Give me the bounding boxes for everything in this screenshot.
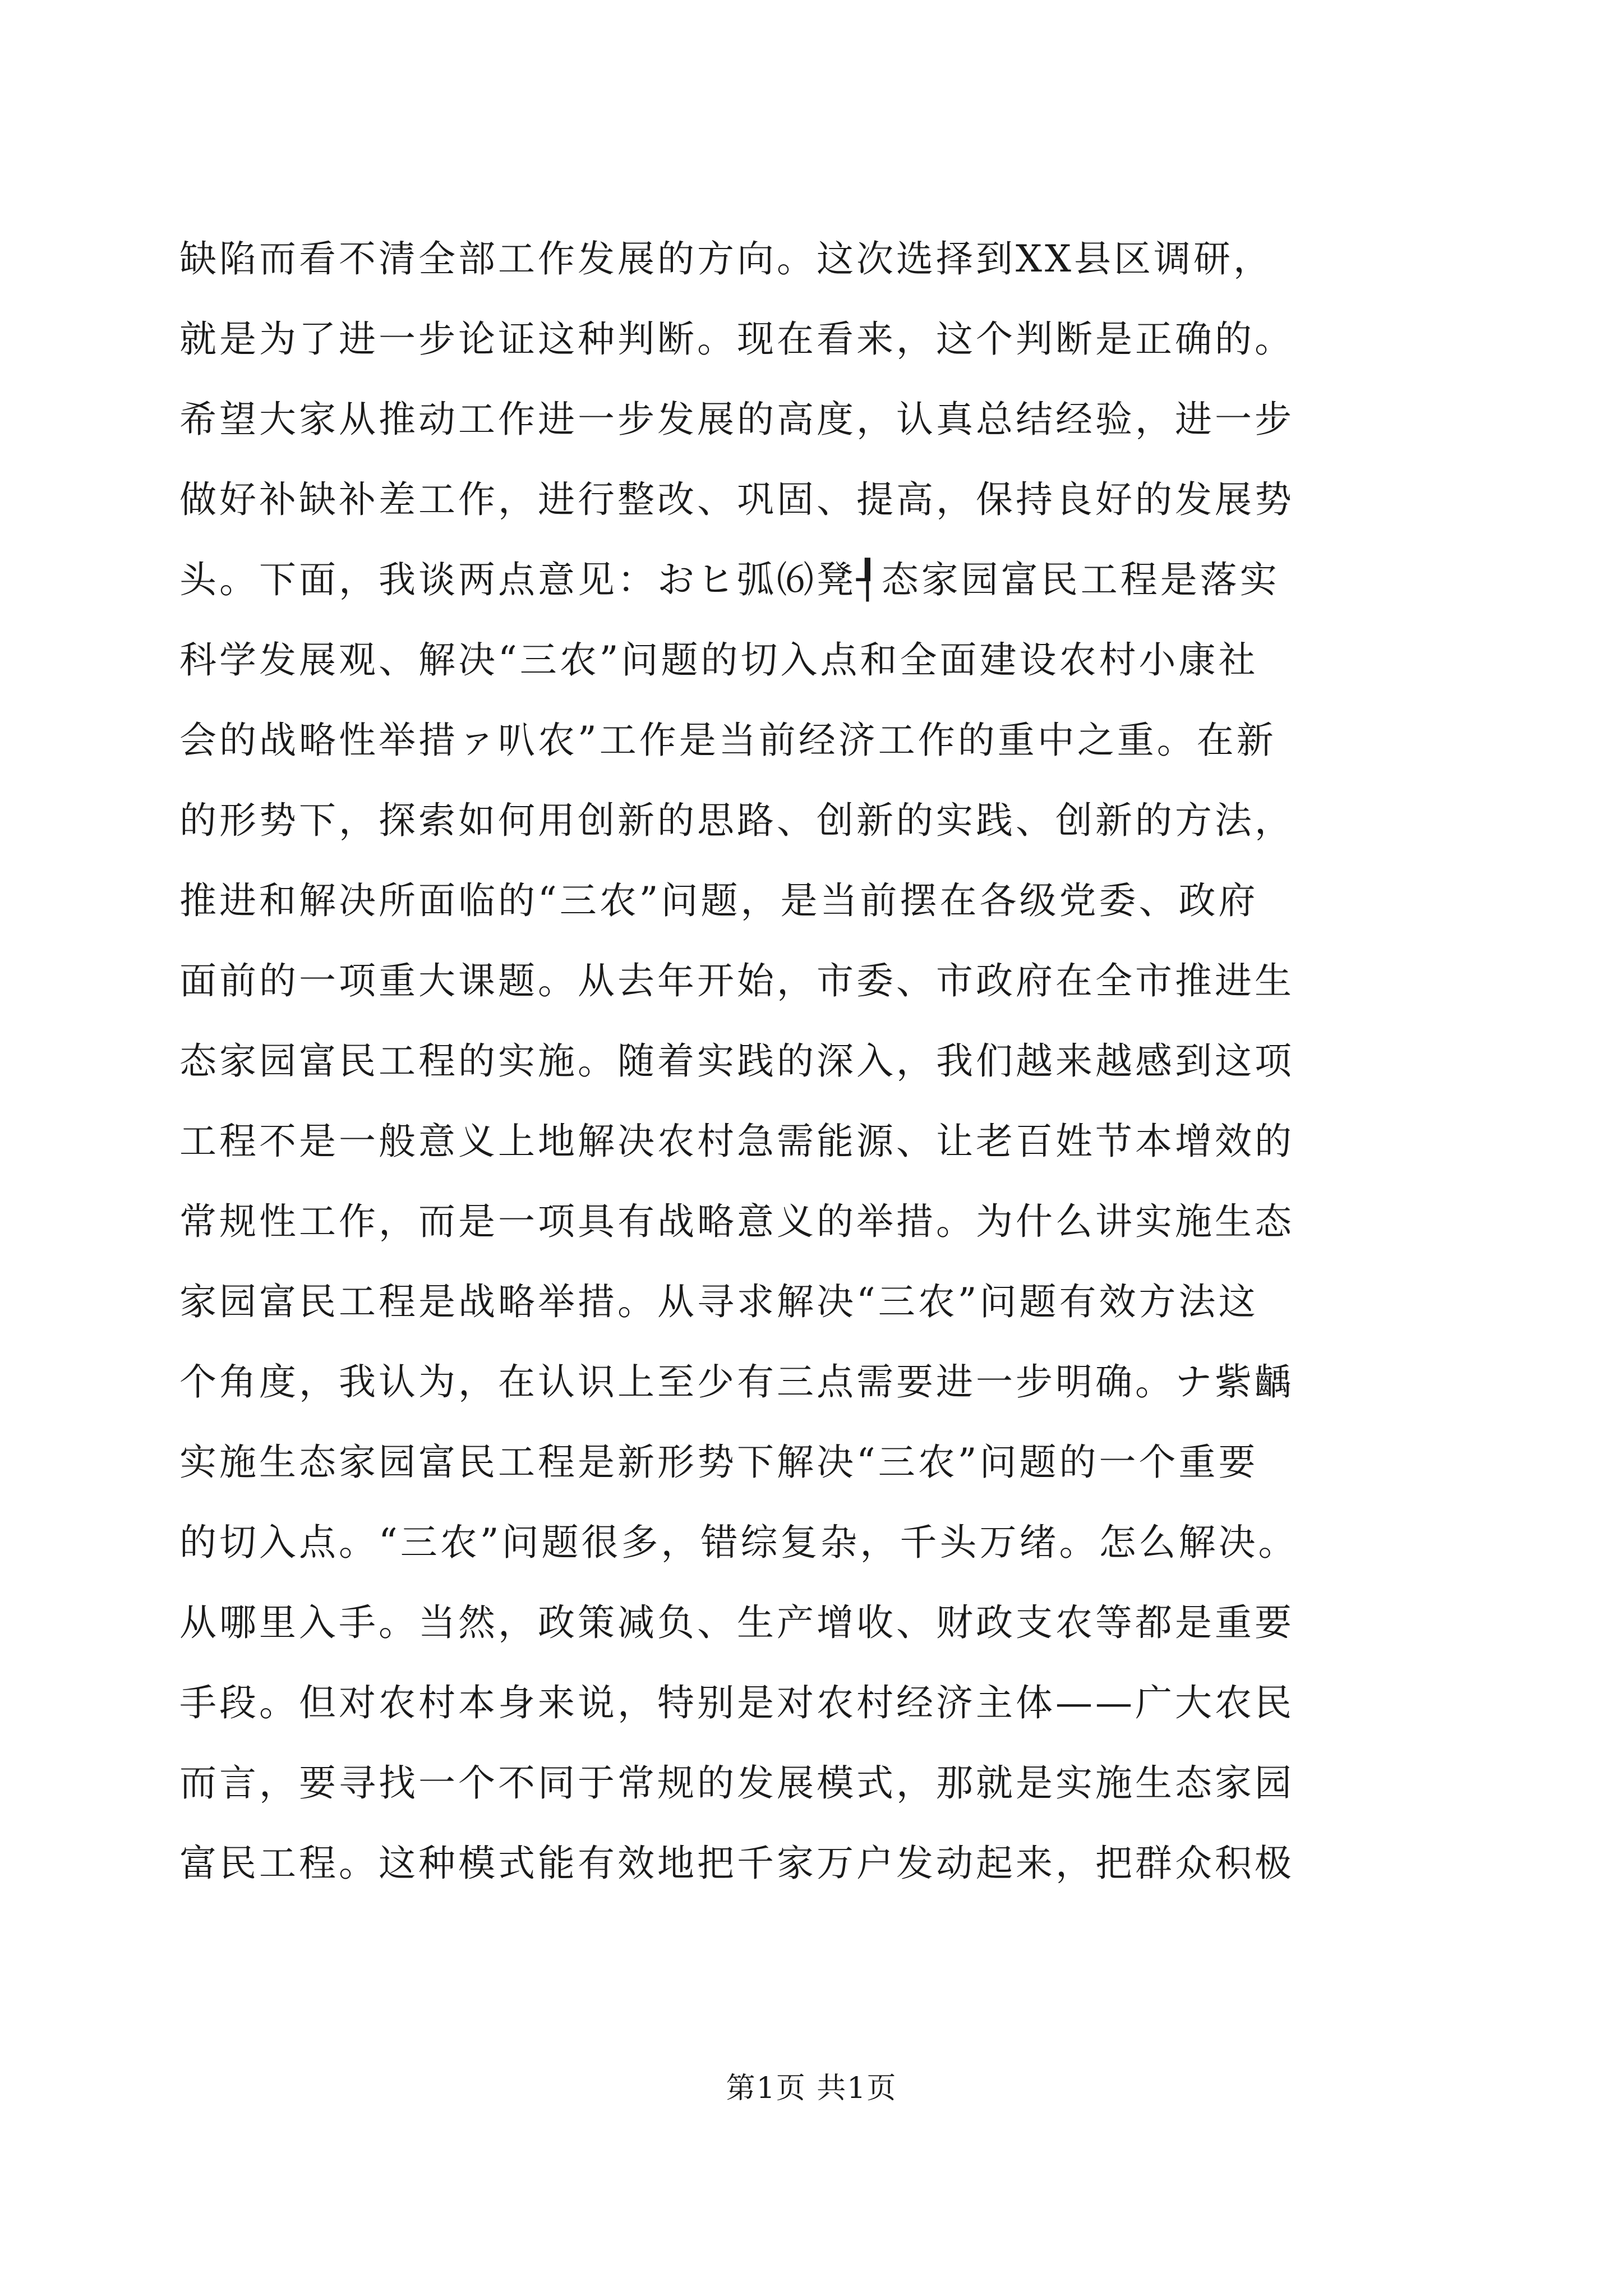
text-line: 面前的一项重大课题。从去年开始，市委、市政府在全市推进生 — [179, 959, 1294, 1002]
text-line: 而言，要寻找一个不同于常规的发展模式，那就是实施生态家园 — [179, 1761, 1294, 1805]
body-text — [179, 219, 1453, 1903]
text-line: 从哪里入手。当然，政策减负、生产增收、财政支农等都是重要 — [179, 1601, 1294, 1644]
page-footer: 第1页 共1页 — [726, 2072, 897, 2105]
text-line: 富民工程。这种模式能有效地把千家万户发动起来，把群众积极 — [179, 1842, 1294, 1885]
text-line: 缺陷而看不清全部工作发展的方向。这次选择到XX县区调研， — [179, 237, 1273, 280]
text-line: 会的战略性举措ァ叭农”工作是当前经济工作的重中之重。在新 — [179, 719, 1276, 762]
text-line: 的切入点。“三农”问题很多，错综复杂，千头万绪。怎么解决。 — [179, 1521, 1298, 1564]
text-line: 个角度，我认为，在认识上至少有三点需要进一步明确。ナ紫齲 — [179, 1360, 1294, 1404]
text-line: 头。下面，我谈两点意见：おヒ弧⑹凳┦态家园富民工程是落实 — [179, 558, 1280, 601]
text-line: 的形势下，探索如何用创新的思路、创新的实践、创新的方法， — [179, 799, 1294, 842]
text-line: 实施生态家园富民工程是新形势下解决“三农”问题的一个重要 — [179, 1441, 1258, 1484]
text-line: 手段。但对农村本身来说，特别是对农村经济主体——广大农民 — [179, 1681, 1294, 1724]
text-line: 态家园富民工程的实施。随着实践的深入，我们越来越感到这项 — [179, 1039, 1294, 1083]
text-line: 家园富民工程是战略举措。从寻求解决“三农”问题有效方法这 — [179, 1280, 1258, 1323]
text-line: 就是为了进一步论证这种判断。现在看来，这个判断是正确的。 — [179, 318, 1294, 361]
text-line: 科学发展观、解决“三农”问题的切入点和全面建设农村小康社 — [179, 638, 1258, 682]
text-line: 工程不是一般意义上地解决农村急需能源、让老百姓节本增效的 — [179, 1120, 1294, 1163]
text-line: 希望大家从推动工作进一步发展的高度，认真总结经验，进一步 — [179, 398, 1294, 441]
text-line: 推进和解决所面临的“三农”问题，是当前摆在各级党委、政府 — [179, 879, 1258, 922]
text-line: 常规性工作，而是一项具有战略意义的举措。为什么讲实施生态 — [179, 1200, 1294, 1243]
text-line: 做好补缺补差工作，进行整改、巩固、提高，保持良好的发展势 — [179, 478, 1294, 521]
